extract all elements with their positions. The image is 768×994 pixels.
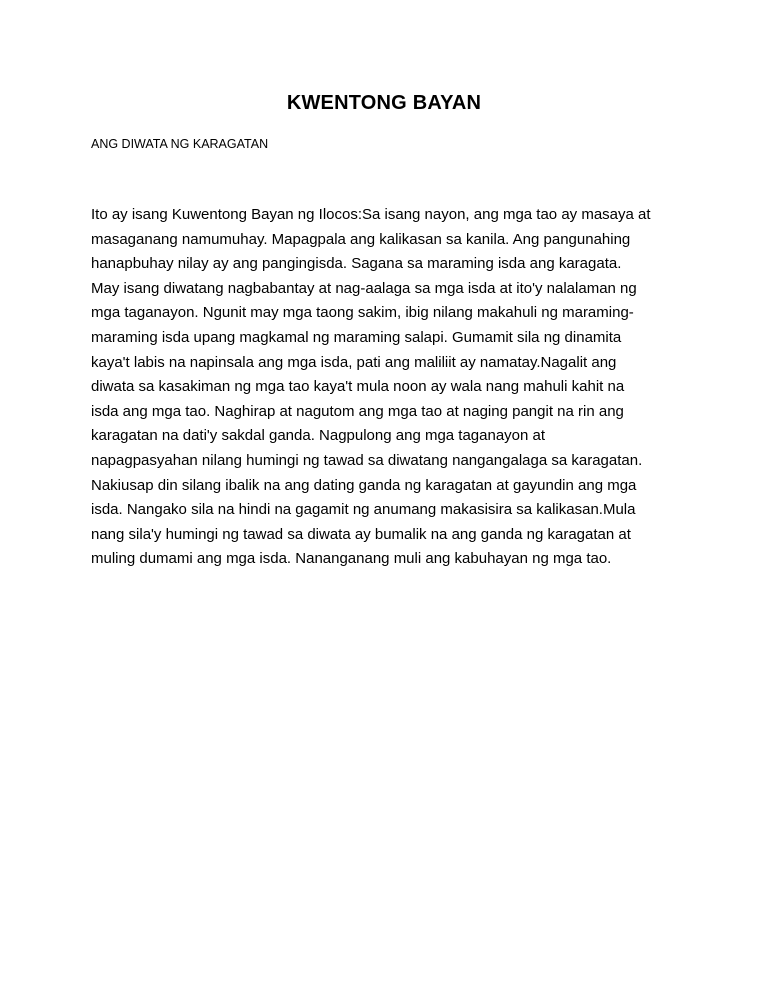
story-line: karagatan na dati'y sakdal ganda. Nagpulong ang mga taganayon at (91, 427, 546, 445)
document-subtitle: ANG DIWATA NG KARAGATAN (91, 137, 269, 151)
story-line: Ito ay isang Kuwentong Bayan ng Ilocos:Sa isang nayon, ang mga tao ay masaya at (91, 206, 651, 223)
story-line: isda ang mga tao. Naghirap at nagutom ang mga tao at naging pangit na rin ang (91, 402, 624, 420)
story-line: isda. Nangako sila na hindi na gagamit ng anumang makasisira sa kalikasan.Mula (91, 501, 636, 519)
story-line: nang sila'y humingi ng tawad sa diwata ay bumalik na ang ganda ng karagatan at (91, 525, 631, 543)
document-title: KWENTONG BAYAN (286, 92, 482, 114)
story-line: mga taganayon. Ngunit may mga taong sakim, ibig nilang makahuli ng maraming- (91, 304, 634, 322)
story-line: hanapbuhay nilay ay ang pangingisda. Sagana sa maraming isda ang karagata. (91, 255, 622, 273)
story-body (91, 203, 691, 572)
story-line: napagpasyahan nilang humingi ng tawad sa diwatang nangangalaga sa karagatan. (91, 451, 643, 469)
story-line: kaya't labis na napinsala ang mga isda, pati ang maliliit ay namatay.Nagalit ang (91, 353, 617, 371)
story-line: May isang diwatang nagbabantay at nag-aalaga sa mga isda at ito'y nalalaman ng (91, 279, 637, 297)
story-line: diwata sa kasakiman ng mga tao kaya't mula noon ay wala nang mahuli kahit na (91, 378, 625, 396)
story-line: muling dumami ang mga isda. Nananganang muli ang kabuhayan ng mga tao. (91, 550, 612, 568)
story-line: Nakiusap din silang ibalik na ang dating ganda ng karagatan at gayundin ang mga (91, 476, 637, 494)
story-line: masaganang namumuhay. Mapagpala ang kalikasan sa kanila. Ang pangunahing (91, 230, 631, 248)
story-line: maraming isda upang magkamal ng maraming salapi. Gumamit sila ng dinamita (91, 328, 622, 346)
